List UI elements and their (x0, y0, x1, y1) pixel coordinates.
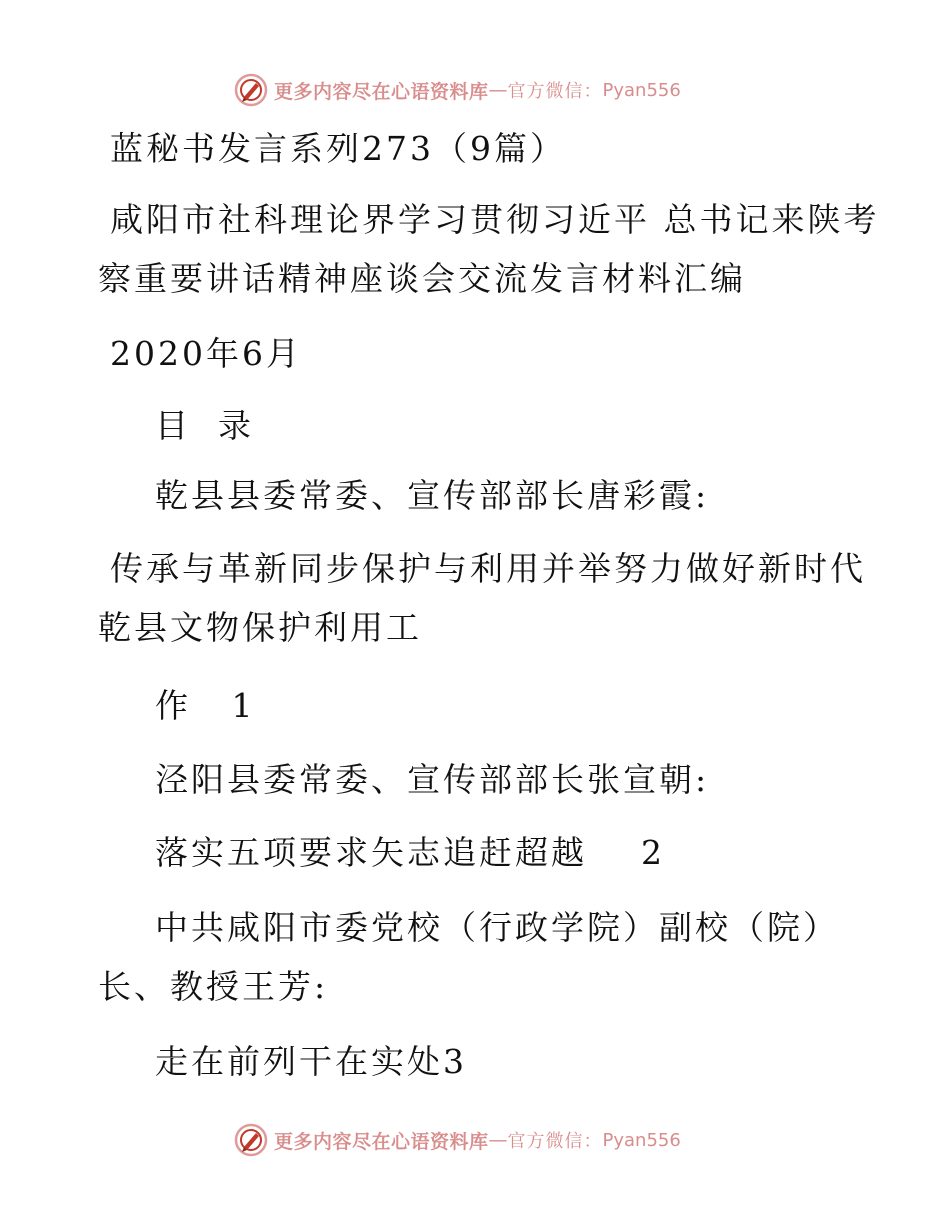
toc-item-1-speaker: 乾县县委常委、宣传部部长唐彩霞: (155, 476, 710, 515)
series-title: 蓝秘书发言系列273（9篇） (110, 129, 566, 168)
watermark-brand-text: 更多内容尽在心语资料库 (274, 80, 489, 103)
toc-item-1-title-line-1: 传承与革新同步保护与利用并举努力做好新时代 (110, 549, 866, 588)
toc-item-1-title-line-2: 乾县文物保护利用工 (98, 608, 422, 647)
watermark-wechat-id: Pyan556 (602, 1129, 681, 1151)
watermark-wechat-label: 官方微信： (507, 1131, 603, 1152)
toc-item-3-title-line-1: 走在前列干在实处3 (155, 1042, 467, 1081)
main-title-line-2: 察重要讲话精神座谈会交流发言材料汇编 (98, 259, 746, 298)
toc-item-1-title-line-3: 作 1 (155, 686, 256, 725)
watermark-wechat-id: Pyan556 (602, 79, 681, 101)
pen-logo-icon (234, 73, 268, 107)
watermark-dash: — (488, 79, 508, 101)
toc-heading: 目 录 (155, 406, 254, 445)
main-title-line-1: 咸阳市社科理论界学习贯彻习近平 总书记来陕考 (110, 200, 880, 239)
watermark-brand-text: 更多内容尽在心语资料库 (274, 1130, 489, 1153)
watermark-wechat-label: 官方微信： (507, 81, 603, 102)
toc-item-2-speaker: 泾阳县委常委、宣传部部长张宣朝: (155, 760, 710, 799)
watermark-banner-top (234, 70, 681, 110)
toc-item-3-speaker-line-1: 中共咸阳市委党校（行政学院）副校（院） (155, 908, 839, 947)
toc-item-2-title-line-1: 落实五项要求矢志追赶超越 2 (155, 833, 665, 872)
watermark-banner-bottom (234, 1120, 681, 1160)
watermark-dash: — (488, 1129, 508, 1151)
toc-item-3-speaker-line-2: 长、教授王芳: (98, 967, 329, 1006)
pen-logo-icon (234, 1123, 268, 1157)
document-date: 2020年6月 (110, 334, 302, 373)
